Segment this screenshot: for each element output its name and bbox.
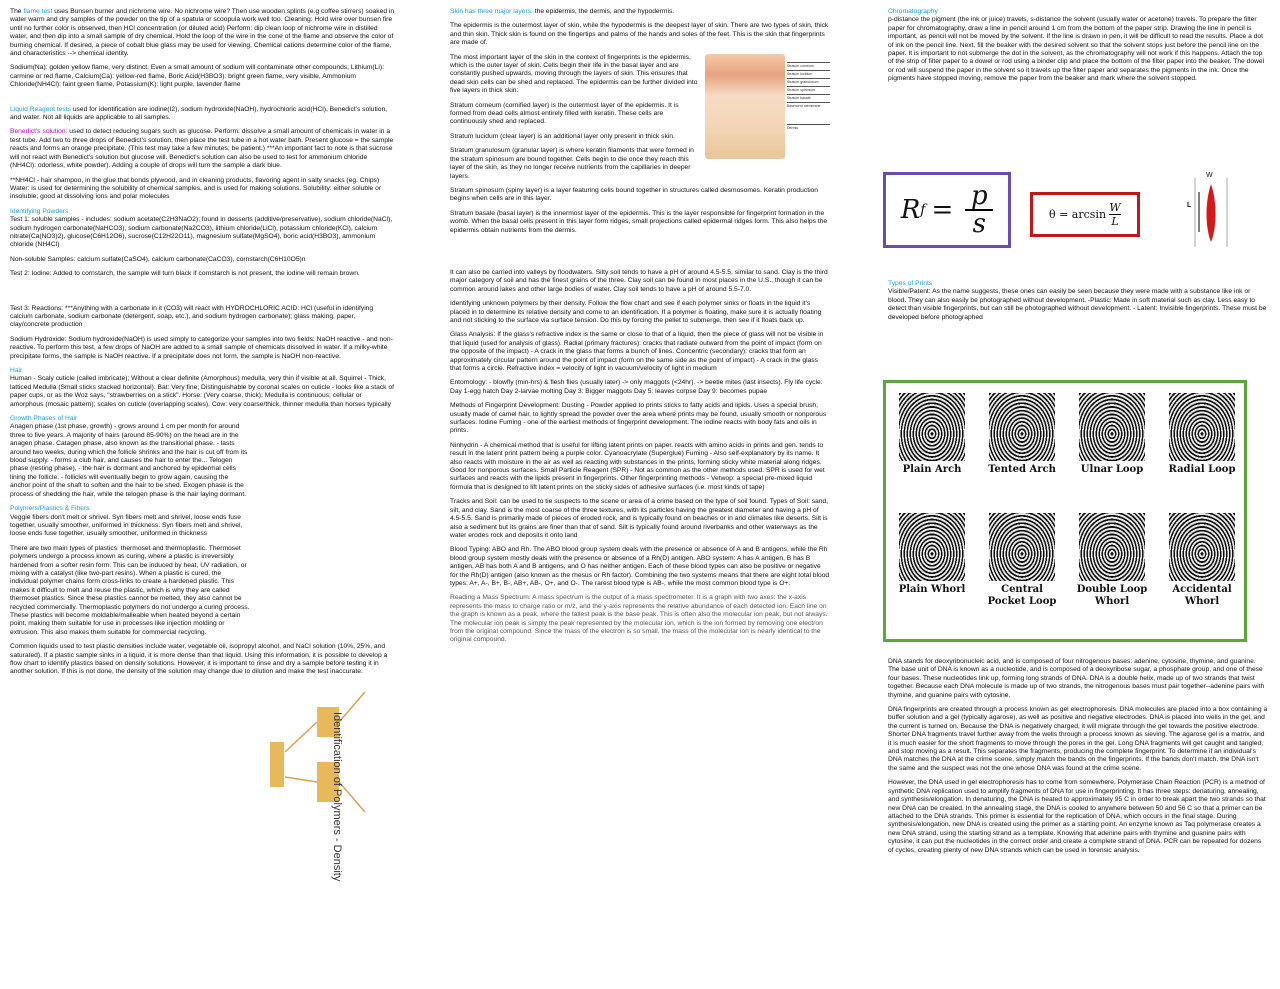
polymers-section: Polymers/Plastics & Fibers Veggie fibers don't melt or shrivel. Syn fibers melt and shrivel, loose ends fuse together, usually smoother, uniformed in thickness. Syn fibers melt and shrivel, loose ends fuse together, usually smoother, uniformed in thickness	[10, 505, 243, 538]
polymer-figure-title: Identification of Polymers - Density	[331, 712, 343, 882]
thread-drop-graphic	[1175, 172, 1245, 252]
hair-section: Hair Human - Scaly cuticle (called imbricate); Without a clear definite (Amorphous) medulla, very thin if visible at all. Squirrel - Thick, latticed Medulla (Small sticks stacked horizontal). Bat: Very fine; Distinguishable by coronal scales on cuticle - looks like a stack of paper cups, or as the Woz says, "strawberries on a stick". Horse: (Very coarse, thick); Medulla is continuous; cellular or amorphous (mosaic pattern); scales on cuticle (overlapping scales). Cow: very coarse/thick, thinner medulla than horses typically	[10, 367, 394, 408]
fp-accidental-whorl: Accidental Whorl	[1162, 513, 1242, 608]
iodine-test-paragraph: Test 2: Iodine: Added to cornstarch, the sample will turn black if cornstarch is not present, the iodine will remain brown.	[10, 270, 360, 278]
ulnar-loop-image	[1079, 393, 1145, 461]
non-soluble-paragraph: Non-soluble Samples: calcium sulfate(CaSO4), calcium carbonate(CaCO3), cornstarch(C6H10O5)n	[10, 255, 306, 263]
rf-formula: R f = $\frac{p}{s}$	[883, 172, 1011, 248]
fp-ulnar-loop: Ulnar Loop	[1072, 393, 1152, 476]
skin-types-paragraph: The epidermis is the outermost layer of skin, while the hypodermis is the deepest layer of skin. There are two types of skin, thick and thin skin. Thick skin is found on the fingertips and palms of the hands and soles of the feet. This is the skin that fingerprints are made of.	[450, 22, 829, 47]
polymer-density-paragraph: Identifying unknown polymers by their density. Follow the flow chart and see if each polymer sinks or floats in the liquid it's placed in to determine its relative density and come to an identification. If a polymer is floating, make sure it is actually floating and not sticking to the surface via surface tension. Do this by forcing the pellet to submerge, then see if it floats back up.	[450, 300, 822, 324]
polymer-flowchart-graphic	[255, 612, 405, 852]
clay-soil-paragraph: It can also be carried into valleys by floodwaters. Silty soil tends to have a pH of around 4.5-5.5, similar to sand. Clay is the third major category of soil and has the finest grains of the three. Clay soil can be found in most places in the U.S., though it can be common around lakes and other large bodies of water. Clay soil tends to have a pH of around 5.5-7.0.	[450, 268, 828, 293]
tented-arch-image	[989, 393, 1055, 461]
column-middle	[450, 8, 830, 651]
entomology-paragraph: Entomology: - blowfly (min-hrs) & flesh flies (usually later) -> only maggots (<24hr). -> beetle mites (last insects). Fly life cycle: Day 1-egg hatch Day 2-larvae molting Day 3: Bigger maggots Day 5: leaves corpse Day 9: becomes pupae	[450, 379, 823, 395]
flame-test-term: flame test	[23, 8, 53, 15]
density-paragraph: Common liquids used to test plastic densities include water, vegetable oil, isopropyl alcohol, and NaCl solution (10%, 25%, and saturated). If a plastic sample sinks in a liquid, it is more dense than that liquid. Using this information, it is possible to develop a flow chart to identify plastics based on density solutions. However, it is important to rinse and dry a sample before testing it in another solution. If this is not done, the density of the solution may change due to dilution and make the test inaccurate.	[10, 643, 388, 676]
liquid-reagent-paragraph: Liquid Reagent tests used for identification are iodine(I2), sodium hydroxide(NaOH), hydrochloric acid(HCl), Benedict's solution, and water. Not all liquids are applicable to all samples.	[10, 105, 388, 122]
stratum-granulosum-paragraph: Stratum granulosum (granular layer) is where keratin filaments that were formed in the stratum spinosum are bound together. Cells begin to die once they reach this layer of the skin, as they no longer receive nutrients from the capillaries in deeper layers.	[450, 147, 694, 180]
dna-block	[888, 658, 1268, 861]
stratum-spinosum-paragraph: Stratum spinosum (spiny layer) is a layer featuring cells bound together in structures called desmosomes. Keratin production begins when cells are in this layer.	[450, 186, 818, 203]
double-loop-whorl-image	[1079, 513, 1145, 581]
stratum-basale-paragraph: Stratum basale (basal layer) is the innermost layer of the epidermis. This is the layer responsible for fingerprint formation in the womb. When the basal cells present in this layer form ridges, small projections called epidermal ridges form. This also helps the epidermis obtain nutrients from the dermis.	[450, 209, 828, 234]
polymer-density-figure	[255, 612, 405, 882]
skin-cross-section-image	[705, 54, 785, 159]
identifying-powders-paragraph: Identifying Powders Test 1: soluble samples - includes: sodium acetate(C2H3NaO2); found in desserts (additive/preservative), sodium chloride(NaCl), sodium hydrogen carbonate(NaHCO3), sodium carbonate(Na2CO3), lithium chloride(LiCl), potassium chloride(KCl), calcium nitrate(Ca(NO3)2), glucose(C6H12O6), sucrose(C12H22O11), magnesium sulfate(MgSO4), boric acid(H3BO3), ammonium chloride (NH4Cl)	[10, 207, 393, 249]
growth-phases-section: Growth Phases of Hair Anagen phase (1st phase, growth) - grows around 1 cm per month for around three to five years. A majority of hairs (around 85-90%) on the head are in the anagen phase. Catagen phase, also known as the transitional phase. - lasts around two weeks, during which the follicle shrinks and the hair is cut off from its blood supply. - forms a club hair, and causes the hair to enter the... Telogen phase (resting phase), - the hair is dormant and anchored by epidermal cells lining the follicle. - follicles will eventually begin to grow again, causing the anchor point of the shaft to soften and the hair to be shed. Exogen phase is the process of shedding the hair, while the telogen phase is the hair laying dormant.	[10, 415, 248, 498]
plastics-paragraph: There are two main types of plastics: thermoset and thermoplastic. Thermoset polymers undergo a process known as curing, where a plastic is irreversibly hardened from a softer resin form. This can be induced by heat, UV radiation, or mixing with a catalyst (like two-part resins). When a plastic is cured, the individual polymer chains form cross-links to create a hardened plastic. This makes it difficult to melt and reuse the plastic, which is why they are called thermoset plastics. Since these plastics cannot be melted, they also cannot be recycled commercially. Thermoplastic polymers do not undergo a curing process. These plastics will become moldable/malleable when heated beyond a certain point, making them suitable for use in processes like injection molding or extrusion. This also makes them suitable for commercial recycling.	[10, 544, 250, 636]
benedicts-paragraph: Benedict's solution: used to detect reducing sugars such as glucose. Perform: dissolve a small amount of chemicals in water in a test tube. Add two to three drops of Benedict's solution, then place the test tube in a hot water bath. Present glucose = the sample reacts and forms an orange precipitate. (This test may take a few minutes; be patient.) ***An important fact to note is that sucrose will not react with Benedict's solution but glucose will. Benedict's solution can also be used to test for ammonium chloride (NH4Cl): odorless, white powder). Adding a couple of drops will turn the sample a dark blue.	[10, 128, 394, 170]
skin-layers-diagram	[705, 54, 830, 164]
stratum-lucidum-paragraph: Stratum lucidum (clear layer) is an additional layer only present in thick skin.	[450, 132, 675, 140]
types-of-prints-block: Types of Prints Visible/Patent: As the name suggests, these ones can easily be seen because they were made with a substance like ink or blood. They can also easily be photographed without development. -Plastic: Made in soft material such as clay. Less easy to detect than visible fingerprints, but can still be photographed without development. - Latent: Invisible fingerprints. These must be developed before photographed	[888, 280, 1267, 321]
thread-angle-figure: W L	[1175, 172, 1245, 252]
column-right	[888, 8, 1268, 90]
accidental-whorl-image	[1169, 513, 1235, 581]
central-pocket-loop-image	[989, 513, 1055, 581]
naoh-paragraph: Sodium Hydroxide: Sodium hydroxide(NaOH) is used simply to categorize your samples into two fields: NaOH reactive - and non-reactive. To perform this test, a few drops of NaOH are added to a small sample of chemicals dissolved in water. If a milky-white precipitate forms, the sample is NaOH reactive. If a precipitate does not form, the sample is NaOH non-reactive.	[10, 335, 393, 360]
epidermis-paragraph: The most important layer of the skin in the context of fingerprints is the epidermis, which is the outer layer of skin. Cells begin their life in the basal layer and are constantly pushed upwards, moving through the layers of skin. This ensures that dead skin cells can be shed and replaced. The epidermis can be further divided into five layers in thick skin:	[450, 53, 698, 95]
nh4cl-paragraph: **NH4Cl - hair shampoo, in the glue that bonds plywood, and in cleaning products, flavoring agent in salty snacks (eg. Chips) Water: is used for determining the solubility of chemical samples, and is used for making solutions. Solubility: either soluble or insoluble; good at dissolving ions and polar molecules	[10, 176, 382, 201]
gel-electrophoresis-paragraph: DNA fingerprints are created through a process known as gel electrophoresis. DNA molecules are placed into a box containing a buffer solution and a gel (typically agarose), as well as positive and negative electrodes. DNA is placed into wells in the gel, and the current is turned on. Because the DNA is negatively charged, it will migrate through the gel towards the positive electrode. Shorter DNA fragments travel further away from the wells through a process known as sieving. The agarose gel is a matrix, and it is much easier for the short fragments to move through the pores in the gel. Long DNA fragments will get caught and tangled, and stop moving as a result. This separates the fragments, producing the complete fingerprint. To determine if an individual's DNA matches the DNA at the crime scene, simply match the bands on the fingerprints. If the bands don't match, the DNA isn't the same and the suspect was not the one whose DNA was found at the crime scene.	[888, 706, 1268, 772]
theta-formula: θ = arcsin $\frac{W}{L}$	[1030, 192, 1140, 237]
fp-double-loop-whorl: Double Loop Whorl	[1072, 513, 1152, 608]
blood-typing-paragraph: Blood Typing: ABO and Rh. The ABO blood group system deals with the presence or absence of A and B antigens, while the Rh blood group system mostly deals with the presence or absence of a Rh(D) antigen. ABO system: A has A antigen, B has B antigen, AB has both A and B antigens, and O has neither antigen. Each of these blood types can also be positive or negative for the Rh(D) antigen (also known as the rhesus or Rh factor). Combining the two systems means that there are eight total blood types: A+, A-, B+, B-, AB+, AB-, O+, and O-. The rarest blood type is AB-, while the most common blood type is O+.	[450, 546, 830, 587]
chromatography-section: Chromatography p-distance the pigment (the ink or juice) travels, s-distance the solvent (usually water or acetone) travels. To prepare the filter paper for chromatography, draw a line in pencil around 1 cm from the bottom of the paper strip. Drawing the line in pencil is important, as pencil will not be moved by the solvent. If the line is drawn in pen, it will be difficult to read the results. Place a dot of ink on the pencil line. Next, fill the beaker with the desired solvent so that the solvent stops just before the pencil line on the paper. It is important to not submerge the dot in the solvent, as the chromatography will not work if this happens. Attach the top of the strip of filter paper to a dowel or rod using a binder clip and place the bottom of the filter paper into the beaker. The dowel or rod will suspend the paper in the solvent so it travels up the filter paper and separates the pigments in the ink. Once the pigments have stopped moving, remove the paper from the beaker and mark where the solvent stopped.	[888, 8, 1265, 83]
glass-analysis-paragraph: Glass Analysis: If the glass's refractive index is the same or close to that of a liquid, then the piece of glass will not be visible in that liquid (used for analysis of glass). Radial (primary fractures): cracks that radiate outward from the point of impact (form on the opposite of the impact) - A crack in the glass that forms a bunch of lines. Concentric (secondary): cracks that form an approximately circular pattern around the point of impact (form on the same side as the point of impact) - A crack in the glass that forms a circle. Refractive index = velocity of light in vacuum/velocity of light in medium	[450, 331, 824, 372]
fp-central-pocket-loop: Central Pocket Loop	[982, 513, 1062, 608]
plain-whorl-image	[899, 513, 965, 581]
flame-test-paragraph: The flame test uses Bunsen burner and nichrome wire. No nichrome wire? Then use wooden splints (e.g coffee stirrers) soaked in water warm and dry samples of the powder on the tip of a spatula or scoopula work well too. Cleaning: Hold wire over bunsen fire until no further color is observed, then HCl concentration (or diluted acid) Perform: dip clean loop of nichrome wire in distilled water, and then dip into a small sample of dry chemical. Hold the loop of the wire in the cone of the flame and observe the color of burning chemical. If desired, a piece of cobalt blue glass may be used for viewing. Chemical cations determine color of the flame, and characteristics --> chemical identity.	[10, 8, 395, 58]
plain-arch-image	[899, 393, 965, 461]
mass-spectrum-paragraph: Reading a Mass Spectrum: A mass spectrum is the output of a mass spectrometer. It is a graph with two axes: the x-axis represents the mass to charge ratio or m/z, and the y-axis represents the relative abundance of each detected ion. Each line on the graph is known as a peak, where the tallest peak is the base peak. This is often also the molecular ion peak, but not always. The molecular ion peak is simply the peak represented by the molecular ion, which is the ion formed by removing one electron from the original compound. Since the mass of the electron is so small, the mass of the molecular ion is nearly identical to the original compound.	[450, 594, 828, 644]
dna-paragraph: DNA stands for deoxyribonucleic acid, and is composed of four nitrogenous bases: adenine, cytosine, thymine, and guanine. The base unit of DNA is known as a nucleotide, and is composed of a deoxyribose sugar, a phosphate group, and one of these four bases. These nucleotides link up, forming long strands of DNA. DNA is a double helix, made up of two strands that twist together. Because each DNA molecule is made up of two strands, the nitrogenous bases must pair together--adenine pairs with thymine, and guanine pairs with cytosine.	[888, 658, 1265, 699]
fp-plain-whorl: Plain Whorl	[892, 513, 972, 596]
fp-plain-arch: Plain Arch	[892, 393, 972, 476]
radial-loop-image	[1169, 393, 1235, 461]
flame-colors-paragraph: Sodium(Na): golden yellow flame, very distinct. Even a small amount of sodium will contaminate other compounds; Lithium(Li): carmine or red flame, Calcium(Ca): yellow-red flame, Boric Acid(H3BO3): bright green flame, very visible, Ammonium Chloride(NH4Cl): faint green flame, Potassium(K): light purple, lavender flame	[10, 64, 384, 89]
pcr-paragraph: However, the DNA used in gel electrophoresis has to come from somewhere. Polymerase Chain Reaction (PCR) is a method of synthetic DNA replication used to amplify fragments of DNA for use in fingerprinting. It has three steps: denaturing, annealing, and synthesis/elongation. In denaturing, the DNA is heated to approximately 95 C in order to break apart the two strands so that new DNA can be created. In the annealing stage, the DNA is cooled to anywhere between 50 and 56 C so that a primer can be attached to the DNA strands. This primer is essential for the replication of DNA, which occurs in the final stage. During synthesis/elongation, new DNA is created using the primer as a starting point. An enzyme known as Taq polymerase creates a new DNA strand, using the starting strand as a template. Knowing that adenine pairs with thymine and guanine pairs with cytosine, it can put the nucleotides in the correct order and create a complete strand of DNA. PCR can be repeated for dozens of cycles, creating plenty of new DNA strands which can be used in forensic analysis.	[888, 779, 1266, 854]
fingerprint-development-paragraph: Methods of Fingerprint Development: Dusting - Powder applied to prints sticks to fatty acids and lipids. Uses a special brush, usually made of camel hair, to lightly spread the powder over the area where prints may be found, usually smooth or nonporous surfaces. Iodine Fuming - one of the earliest methods of fingerprint development. The iodine reacts with body fats and oils in prints.	[450, 402, 827, 435]
fp-radial-loop: Radial Loop	[1162, 393, 1242, 476]
fp-tented-arch: Tented Arch	[982, 393, 1062, 476]
skin-layer-labels: Stratum corneum Stratum lucidum Stratum granulosum Stratum spinosum Stratum basale Basement membrane Dermis	[787, 62, 830, 132]
reactions-paragraph: Test 3: Reactions: ***Anything with a carbonate in it (CO3) will react with HYDROCHLORIC ACID: HCl (useful in identifying calcium carbonate, sodium carbonate (detergent, soap, etc.), and sodium hydrogen carbonate); glass making, paper, clay/concrete production	[10, 304, 374, 329]
column-left	[10, 8, 395, 683]
skin-intro-paragraph: Skin has three major layers: the epidermis, the dermis, and the hypodermis.	[450, 8, 675, 15]
stratum-corneum-paragraph: Stratum corneum (cornified layer) is the outermost layer of the epidermis. It is formed from dead cells almost entirely filled with keratin. These cells are continuously shed and replaced.	[450, 101, 679, 126]
fingerprint-patterns-box	[883, 380, 1247, 642]
tracks-soil-paragraph: Tracks and Soil: can be used to tie suspects to the scene or area of a crime based on the type of soil found. Types of Soil: sand, silt, and clay. Sand is the most coarse of the three textures, with its particles having the greatest diameter and having a pH of 4.5-5.5. Sand is primarily made of pieces of eroded rock, and is typically found on beaches or in arid climates like deserts. Silt is also a sediment but its grains are finer than that of sand. Silt is typically found around riverbanks and other waterways as the water erodes rock and deposits it onto land	[450, 498, 829, 539]
ninhydrin-paragraph: Ninhydrin - A chemical method that is useful for lifting latent prints on paper. reacts with amino acids in prints and gen. tends to result in the latent print pattern being a purple color. Cyanoacrylate (Superglue) Fuming - Also self-explanatory by its name. It also reacts with moisture in the air as well as reacting with substances in the prints, forming sticky white material along ridges. Good for nonporous surfaces. Small Particle Reagent (SPR) - Not as common as the other methods used. SPR is used for wet surfaces and reacts with the lipids present in fingerprints. Other fingerprinting methods - Vetwop: a special pre-mixed liquid formula that is designed to lift latent prints on the sticky sides of adhesive surfaces (i.e. most kinds of tape)	[450, 441, 825, 491]
